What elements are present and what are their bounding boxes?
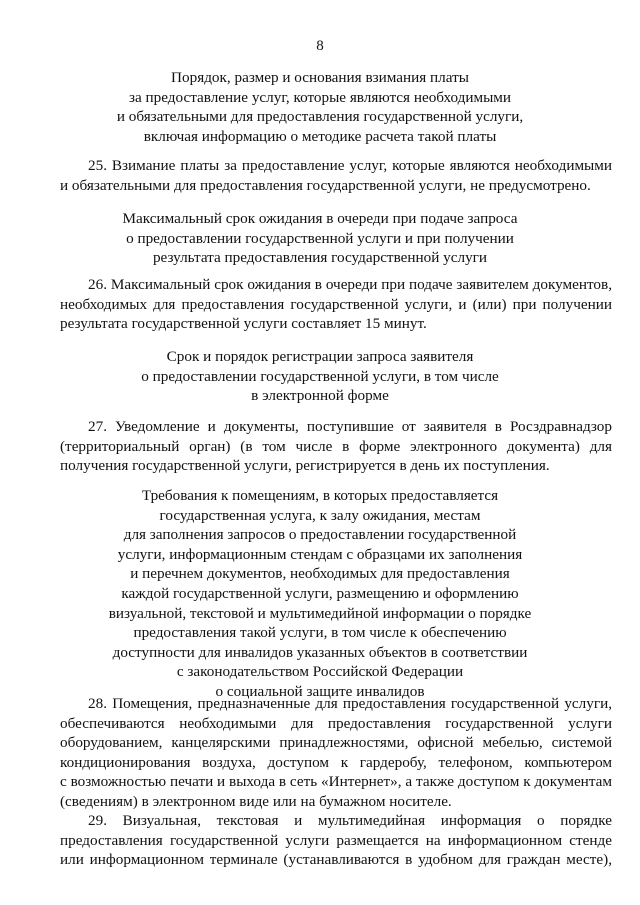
paragraph-25 xyxy=(60,156,612,195)
paragraph-line: с возможностью печати и выхода в сеть «Интернет», а также доступом к документам xyxy=(60,773,612,791)
heading-line: о социальной защите инвалидов xyxy=(215,682,425,700)
paragraph-28 xyxy=(60,694,612,812)
heading-line: о предоставлении государственной услуги, в том числе xyxy=(141,367,499,385)
paragraph-line: результата государственной услуги составляет 15 минут. xyxy=(60,315,427,333)
paragraph-line: 27. Уведомление и документы, поступившие от заявителя в Росздравнадзор xyxy=(88,418,612,435)
paragraph-line: кондиционирования воздуха, доступом к гардеробу, телефоном, компьютером xyxy=(60,753,612,771)
paragraph-line: (сведениям) в электронном виде или на бумажном носителе. xyxy=(60,792,452,810)
paragraph-line: и обязательными для предоставления государственной услуги, не предусмотрено. xyxy=(60,176,591,194)
heading-line: государственная услуга, к залу ожидания, местам xyxy=(159,506,481,524)
heading-line: доступности для инвалидов указанных объектов в соответствии xyxy=(112,643,528,661)
heading-line: визуальной, текстовой и мультимедийной информации о порядке xyxy=(108,604,532,622)
paragraph-line: 28. Помещения, предназначенные для предоставления государственной услуги, xyxy=(88,695,612,712)
heading-line: о предоставлении государственной услуги и при получении xyxy=(126,229,514,247)
section-heading-premises xyxy=(0,486,640,702)
section-heading-queue xyxy=(0,209,640,268)
heading-line: Требования к помещениям, в которых предоставляется xyxy=(141,487,499,504)
paragraph-line: 29. Визуальная, текстовая и мультимедийная информация о порядке xyxy=(88,812,612,829)
heading-line: и обязательными для предоставления государственной услуги, xyxy=(116,108,524,126)
heading-line: Срок и порядок регистрации запроса заявителя xyxy=(166,348,474,365)
page-number: 8 xyxy=(316,38,324,54)
heading-line: Максимальный срок ожидания в очереди при подаче запроса xyxy=(122,210,518,227)
section-heading-fee xyxy=(0,68,640,146)
paragraph-line: обеспечиваются необходимыми для предоставления государственной услуги xyxy=(60,714,612,732)
heading-line: каждой государственной услуги, размещению и оформлению xyxy=(121,584,519,602)
paragraph-29 xyxy=(60,811,612,870)
heading-line: для заполнения запросов о предоставлении государственной xyxy=(123,526,517,544)
heading-line: в электронной форме xyxy=(251,387,389,405)
heading-line: и перечнем документов, необходимых для предоставления xyxy=(130,565,510,583)
heading-line: Порядок, размер и основания взимания платы xyxy=(171,69,469,86)
paragraph-26 xyxy=(60,275,612,334)
section-heading-registration xyxy=(0,347,640,406)
heading-line: услуги, информационным стендам с образцами их заполнения xyxy=(117,545,523,563)
paragraph-line: 26. Максимальный срок ожидания в очереди при подаче заявителем документов, xyxy=(88,276,612,293)
paragraph-27 xyxy=(60,417,612,476)
paragraph-line: необходимых для предоставления государственной услуги, и (или) при получении xyxy=(60,295,612,313)
paragraph-line: предоставления государственной услуги размещается на информационном стенде xyxy=(60,831,612,849)
paragraph-line: получения государственной услуги, регистрируется в день их поступления. xyxy=(60,457,550,475)
paragraph-line: оборудованием, канцелярскими принадлежностями, офисной мебелью, системой xyxy=(60,734,612,752)
paragraph-line: или информационном терминале (устанавливаются в удобном для граждан месте), xyxy=(60,851,612,869)
paragraph-line: 25. Взимание платы за предоставление услуг, которые являются необходимыми xyxy=(88,157,612,174)
heading-line: предоставления такой услуги, в том числе к обеспечению xyxy=(133,624,507,642)
heading-line: с законодательством Российской Федерации xyxy=(176,663,464,681)
heading-line: результата предоставления государственной услуги xyxy=(152,249,488,267)
heading-line: включая информацию о методике расчета такой платы xyxy=(143,127,497,145)
paragraph-line: (территориальный орган) (в том числе в форме электронного документа) для xyxy=(60,437,612,455)
heading-line: за предоставление услуг, которые являются необходимыми xyxy=(128,88,512,106)
